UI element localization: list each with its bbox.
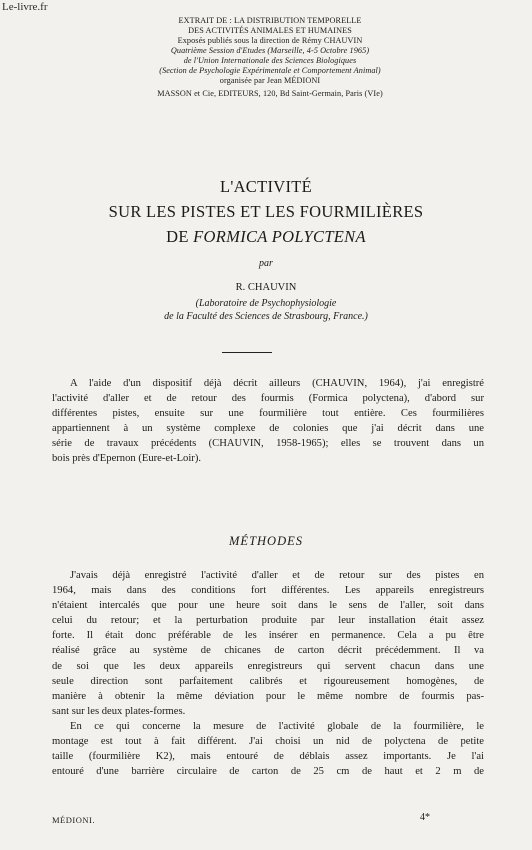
- text-line: bois près d'Epernon (Eure-et-Loir).: [52, 453, 201, 465]
- text-line: forte. Il était donc préférable de les insérer en permanence. Cela a pu être: [52, 630, 484, 642]
- text-line: En ce qui concerne la mesure de l'activité globale de la fourmilière, le: [70, 721, 484, 732]
- title-line: SUR LES PISTES ET LES FOURMILIÈRES: [108, 202, 424, 221]
- text-line: entouré d'une barrière circulaire de carton de 25 cm de haut et 2 m de: [52, 766, 484, 778]
- affiliation-line: (Laboratoire de Psychophysiologie: [195, 298, 337, 309]
- text-line: série de travaux précédents (CHAUVIN, 1958-1965); elles se trouvent dans un: [52, 438, 484, 450]
- paragraph-intro: [52, 376, 484, 467]
- watermark: Le-livre.fr: [2, 1, 48, 13]
- species-name: FORMICA POLYCTENA: [193, 227, 366, 246]
- title-line: L'ACTIVITÉ: [219, 177, 313, 196]
- header-line: organisée par Jean MÉDIONI: [219, 76, 321, 85]
- publication-header: [60, 16, 480, 99]
- header-line: DES ACTIVITÉS ANIMALES ET HUMAINES: [188, 26, 352, 35]
- header-line: (Section de Psychologie Expérimentale et Comportement Animal): [159, 66, 381, 75]
- text-line: appartiennent à un système complexe de colonies que j'ai décrit dans une: [52, 423, 484, 435]
- header-line: EXTRAIT DE : LA DISTRIBUTION TEMPORELLE: [178, 16, 362, 25]
- text-line: réalisé grâce au système de chicanes de carton décrit précédemment. Il va: [52, 645, 484, 657]
- text-line: n'étaient intercalés que pour une heure soit dans le sens de l'aller, soit dans: [52, 600, 484, 612]
- sheet-number: 4*: [420, 812, 430, 823]
- text-line: différentes pistes, ensuite sur une fourmilière tout entière. Ces fourmilières: [52, 408, 484, 420]
- text-line: seule direction sont parfaitement calibrés et rigoureusement homogènes, de: [52, 675, 484, 687]
- paragraph-methods-1: [52, 568, 484, 719]
- text-line: celui du retour; et la perturbation produite par leur installation était assez: [52, 615, 484, 627]
- text-line: montage est tout à fait différent. J'ai choisi un nid de polyctena de petite: [52, 736, 484, 748]
- byline: par: [259, 258, 273, 269]
- text-line: sant sur les deux plates-formes.: [52, 705, 186, 717]
- text-line: l'activité d'aller et de retour des fourmis (Formica polyctena), d'abord sur: [52, 393, 484, 405]
- affiliation-line: de la Faculté des Sciences de Strasbourg, France.): [164, 311, 368, 322]
- paragraph-methods-2: [52, 719, 484, 779]
- text-line: J'avais déjà enregistré l'activité d'aller et de retour sur des pistes en: [70, 570, 484, 581]
- text-line: de soi que les deux appareils enregistreurs qui servent chacun dans une: [52, 660, 484, 672]
- text-line: A l'aide d'un dispositif déjà décrit ailleurs (CHAUVIN, 1964), j'ai enregistré: [70, 378, 484, 389]
- header-line: de l'Union Internationale des Sciences Biologiques: [183, 56, 357, 65]
- text-line: 1964, mais dans des conditions fort différentes. Les appareils enregistreurs: [52, 585, 484, 597]
- publisher-line: MASSON et Cie, EDITEURS, 120, Bd Saint-Germain, Paris (VIe): [157, 89, 383, 98]
- author-name: R. CHAUVIN: [235, 282, 297, 293]
- signature-mark: MÉDIONI.: [52, 815, 95, 825]
- header-line: Exposés publiés sous la direction de Rémy CHAUVIN: [177, 36, 363, 45]
- article-title: [40, 174, 492, 249]
- author-affiliation: [40, 297, 492, 323]
- text-line: taille (fourmilière K2), mais entouré de déblais assez importants. Je l'ai: [52, 751, 484, 763]
- text-line: manière à obtenir la même déviation pour le même nombre de fourmis pas-: [52, 690, 484, 702]
- title-prefix: DE: [166, 227, 194, 246]
- title-line: [40, 224, 492, 249]
- section-heading: MÉTHODES: [229, 534, 303, 548]
- divider: [222, 352, 272, 353]
- header-line: Quatrième Session d'Etudes (Marseille, 4-5 Octobre 1965): [170, 46, 370, 55]
